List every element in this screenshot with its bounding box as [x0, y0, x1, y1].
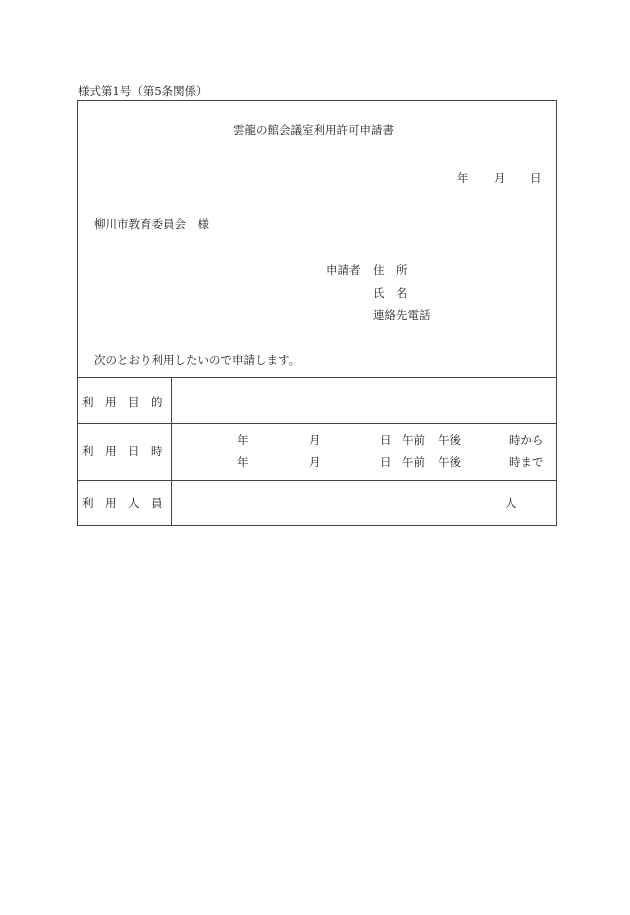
addressee: 柳川市教育委員会 様	[94, 217, 209, 231]
datetime-from-day: 日	[380, 433, 392, 447]
people-unit: 人	[505, 496, 517, 510]
datetime-to-month: 月	[309, 455, 321, 469]
datetime-from-suffix: 時から	[509, 433, 544, 447]
datetime-to-am: 午前	[402, 455, 425, 469]
datetime-from-pm: 午後	[438, 433, 461, 447]
people-field[interactable]	[173, 482, 555, 523]
datetime-to-suffix: 時まで	[509, 455, 544, 469]
applicant-name-label: 氏 名	[373, 286, 408, 300]
date-year: 年	[457, 171, 469, 185]
datetime-to-year: 年	[237, 455, 249, 469]
column-divider	[171, 377, 172, 525]
datetime-field[interactable]	[173, 425, 555, 479]
people-label: 利 用 人 員	[82, 496, 163, 510]
datetime-label: 利 用 日 時	[82, 444, 163, 458]
applicant-phone-label: 連絡先電話	[373, 308, 431, 322]
row-divider	[77, 377, 557, 378]
datetime-to-day: 日	[380, 455, 392, 469]
datetime-from-month: 月	[309, 433, 321, 447]
date-day: 日	[530, 171, 542, 185]
datetime-from-year: 年	[237, 433, 249, 447]
row-divider	[77, 423, 557, 424]
form-number: 様式第1号（第5条関係）	[78, 84, 208, 98]
applicant-label: 申請者	[326, 263, 361, 277]
datetime-from-am: 午前	[402, 433, 425, 447]
purpose-field[interactable]	[173, 379, 555, 422]
row-divider	[77, 480, 557, 481]
purpose-label: 利 用 目 的	[82, 395, 163, 409]
date-month: 月	[494, 171, 506, 185]
applicant-address-label: 住 所	[373, 263, 408, 277]
intro-text: 次のとおり利用したいので申請します。	[94, 353, 301, 367]
datetime-to-pm: 午後	[438, 455, 461, 469]
form-title: 雲龍の館会議室利用許可申請書	[233, 123, 394, 137]
